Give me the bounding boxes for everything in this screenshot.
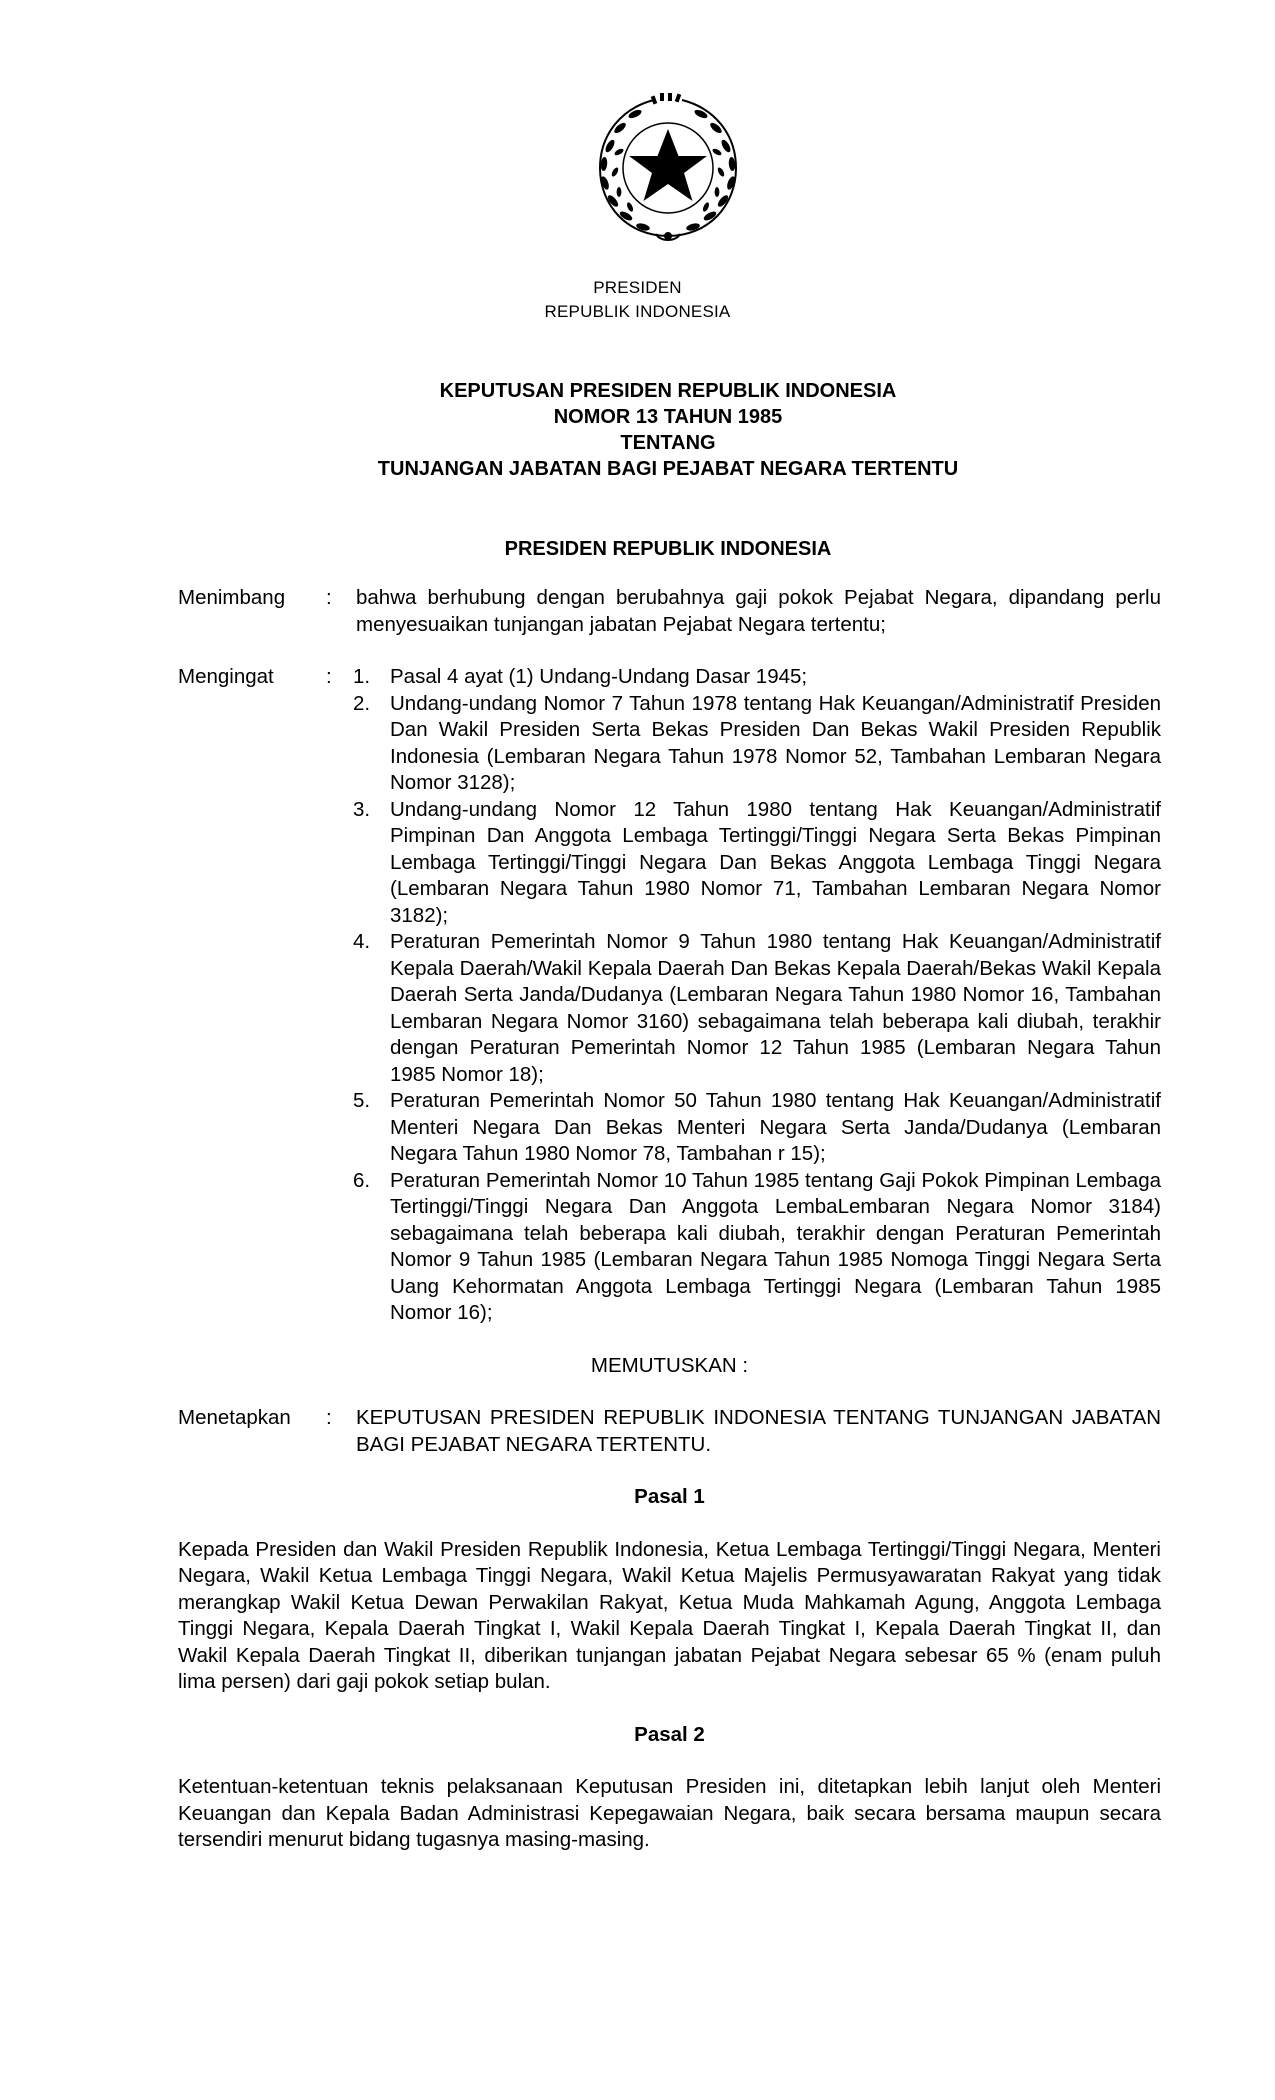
- list-item-text: Peraturan Pemerintah Nomor 50 Tahun 1980 tentang Hak Keuangan/Administratif Menteri Negara Dan Bekas Menteri Negara Serta Janda/Dudanya (Lembaran Negara Tahun 1980 Nomor 78, Tambahan r 15);: [390, 1089, 1161, 1165]
- title-line-3: TENTANG: [620, 432, 716, 454]
- menetapkan-text: KEPUTUSAN PRESIDEN REPUBLIK INDONESIA TENTANG TUNJANGAN JABATAN BAGI PEJABAT NEGARA TERTENTU.: [356, 1406, 1161, 1456]
- list-item: [353, 797, 1161, 930]
- list-item: [353, 664, 1161, 691]
- list-item-number: 2.: [353, 691, 371, 715]
- list-item-text: Pasal 4 ayat (1) Undang-Undang Dasar 1945;: [390, 665, 808, 688]
- mengingat-clause: [178, 664, 1161, 1327]
- menetapkan-colon: :: [326, 1406, 332, 1429]
- menimbang-clause: [178, 585, 1161, 638]
- menetapkan-label: Menetapkan: [178, 1406, 291, 1429]
- list-item-text: Undang-undang Nomor 7 Tahun 1978 tentang Hak Keuangan/Administratif Presiden Dan Wakil Presiden Serta Bekas Presiden Dan Bekas Wakil Presiden Republik Indonesia (Lembaran Negara Tahun 1978 Nomor 52, Tambahan Lembaran Negara Nomor 3128);: [390, 691, 1161, 794]
- menimbang-text: bahwa berhubung dengan berubahnya gaji pokok Pejabat Negara, dipandang perlu menyesuaikan tunjangan jabatan Pejabat Negara tertentu;: [356, 586, 1161, 636]
- list-item-number: 1.: [353, 665, 371, 688]
- pasal-1-text: Kepada Presiden dan Wakil Presiden Republik Indonesia, Ketua Lembaga Tertinggi/Tinggi Negara, Menteri Negara, Wakil Ketua Lembaga Tinggi Negara, Wakil Ketua Majelis Permusyawaratan Rakyat yang tidak merangkap Wakil Ketua Dewan Perwakilan Rakyat, Ketua Muda Mahkamah Agung, Anggota Lembaga Tinggi Negara, Kepala Daerah Tingkat I, Wakil Kepala Daerah Tingkat I, Kepala Daerah Tingkat II, dan Wakil Kepala Daerah Tingkat II, diberikan tunjangan jabatan Pejabat Negara sebesar 65 % (enam puluh lima persen) dari gaji pokok setiap bulan.: [178, 1537, 1161, 1693]
- document-body: [178, 585, 1161, 1854]
- list-item-number: 3.: [353, 797, 371, 821]
- menimbang-colon: :: [326, 586, 332, 609]
- document-title: [0, 378, 1275, 482]
- list-item-number: 6.: [353, 1168, 371, 1192]
- list-item-number: 5.: [353, 1089, 371, 1112]
- list-item-number: 4.: [353, 930, 371, 953]
- pasal-2-text: Ketentuan-ketentuan teknis pelaksanaan Keputusan Presiden ini, ditetapkan lebih lanjut oleh Menteri Keuangan dan Kepala Badan Administrasi Kepegawaian Negara, baik secara bersama maupun secara tersendiri menurut bidang tugasnya masing-masing.: [178, 1775, 1161, 1851]
- title-line-2: NOMOR 13 TAHUN 1985: [553, 406, 783, 428]
- list-item-text: Peraturan Pemerintah Nomor 10 Tahun 1985 tentang Gaji Pokok Pimpinan Lembaga Tertinggi/Tinggi Negara Dan Anggota LembaLembaran Negara Nomor 3184) sebagaimana telah beberapa kali diubah, terakhir dengan Peraturan Pemerintah Nomor 9 Tahun 1985 (Lembaran Negara Tahun 1985 Nomoga Tinggi Negara Serta Uang Kehormatan Anggota Lembaga Tertinggi Negara (Lembaran Tahun 1985 Nomor 16);: [390, 1168, 1161, 1324]
- list-item: [353, 1168, 1161, 1327]
- memutuskan-heading: MEMUTUSKAN :: [590, 1353, 749, 1377]
- emblem-caption-presiden: PRESIDEN: [593, 278, 682, 297]
- list-item-text: Peraturan Pemerintah Nomor 9 Tahun 1980 tentang Hak Keuangan/Administratif Kepala Daerah/Wakil Kepala Daerah Dan Bekas Kepala Daerah/Bekas Wakil Kepala Daerah Serta Janda/Dudanya (Lembaran Negara Tahun 1980 Nomor 16, Tambahan Lembaran Negara Nomor 3160) sebagaimana telah beberapa kali diubah, terakhir dengan Peraturan Pemerintah Nomor 12 Tahun 1985 (Lembaran Negara Tahun 1985 Nomor 18);: [390, 930, 1161, 1086]
- pasal-2-heading: Pasal 2: [634, 1722, 705, 1746]
- list-item: [353, 1088, 1161, 1168]
- menetapkan-clause: [178, 1405, 1161, 1458]
- president-heading: PRESIDEN REPUBLIK INDONESIA: [504, 538, 832, 560]
- list-item: [353, 929, 1161, 1088]
- mengingat-label: Mengingat: [178, 665, 274, 688]
- pasal-1-heading: Pasal 1: [634, 1485, 705, 1508]
- menimbang-label: Menimbang: [178, 586, 286, 609]
- title-line-4: TUNJANGAN JABATAN BAGI PEJABAT NEGARA TERTENTU: [377, 458, 959, 480]
- emblem-caption-republik: REPUBLIK INDONESIA: [544, 302, 731, 321]
- title-line-1: KEPUTUSAN PRESIDEN REPUBLIK INDONESIA: [439, 380, 897, 402]
- mengingat-list: [353, 664, 1161, 1327]
- mengingat-colon: :: [326, 665, 332, 688]
- list-item: [353, 691, 1161, 797]
- garuda-star-wreath-emblem-icon: [588, 86, 748, 246]
- list-item-text: Undang-undang Nomor 12 Tahun 1980 tentang Hak Keuangan/Administratif Pimpinan Dan Anggota Lembaga Tertinggi/Tinggi Negara Serta Bekas Pimpinan Lembaga Tertinggi/Tinggi Negara Dan Bekas Anggota Lembaga Tinggi Negara (Lembaran Negara Tahun 1980 Nomor 71, Tambahan Lembaran Negara Nomor 3182);: [390, 797, 1161, 927]
